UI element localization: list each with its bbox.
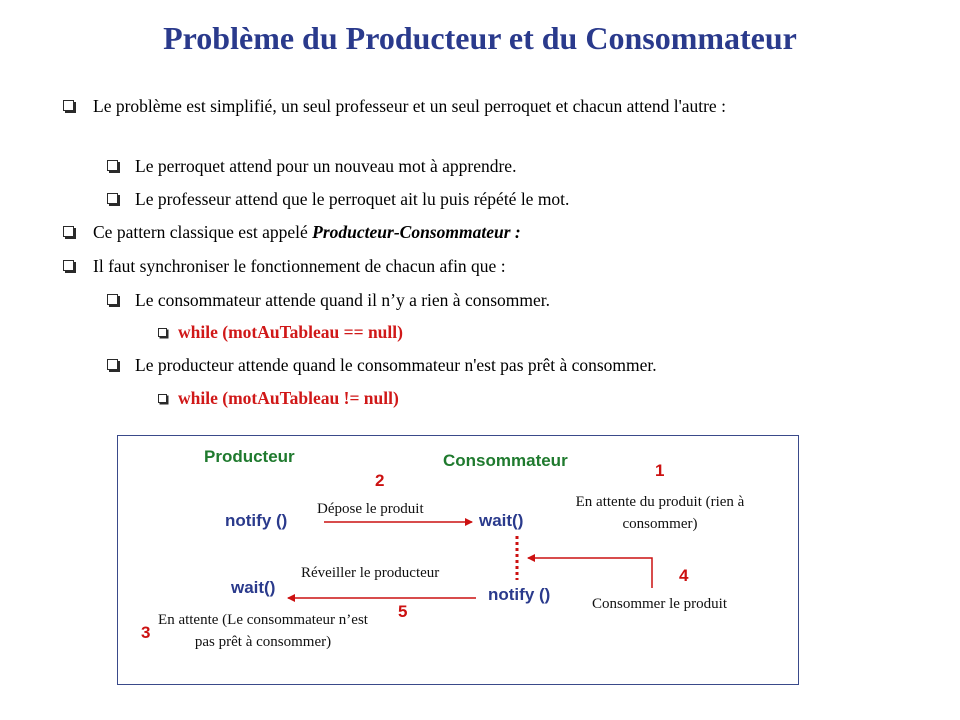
wake-producer-label: Réveiller le producteur [301, 565, 440, 581]
consumer-header: Consommateur [443, 451, 568, 470]
bullet-text: Le professeur attend que le perroquet ait lu puis répété le mot. [135, 189, 570, 209]
waiting-product-label: En attente du produit (rien à consommer) [575, 494, 745, 532]
pattern-name: Producteur-Consommateur : [312, 222, 521, 242]
deposit-label: Dépose le produit [317, 501, 424, 517]
bullet-text: Le consommateur attende quand il n’y a rien à consommer. [135, 290, 551, 310]
code-line: while (motAuTableau != null) [178, 388, 399, 408]
consume-product-label: Consommer le produit [592, 596, 727, 612]
step-number: 3 [141, 623, 151, 642]
checkbox-bullet-icon [107, 359, 118, 370]
code-bullet-item [158, 320, 878, 344]
bullet-text: Il faut synchroniser le fonctionnement de chacun afin que : [93, 256, 506, 276]
checkbox-bullet-icon [63, 226, 74, 237]
checkbox-bullet-icon [63, 260, 74, 271]
step-number: 4 [679, 566, 689, 585]
checkbox-bullet-icon [158, 328, 167, 337]
step-number: 1 [655, 461, 665, 480]
checkbox-bullet-icon [107, 193, 118, 204]
bullet-item [63, 220, 933, 244]
bullet-item [63, 254, 933, 278]
code-line: while (motAuTableau == null) [178, 322, 403, 342]
sub-bullet-item [107, 353, 915, 377]
producer-consumer-diagram [117, 435, 799, 685]
step-number: 5 [398, 602, 408, 621]
bullet-text: Le perroquet attend pour un nouveau mot à apprendre. [135, 156, 517, 176]
consumer-notify-call: notify () [488, 585, 551, 604]
sub-bullet-item [107, 288, 915, 312]
bullet-text: Ce pattern classique est appelé [93, 222, 313, 242]
step-number: 2 [375, 471, 385, 490]
checkbox-bullet-icon [107, 294, 118, 305]
producer-header: Producteur [204, 447, 295, 466]
bullet-item [63, 94, 933, 118]
waiting-consumer-label: En attente (Le consommateur n’est pas prêt à consommer) [158, 612, 368, 650]
checkbox-bullet-icon [107, 160, 118, 171]
producer-wait-call: wait() [231, 578, 276, 597]
code-bullet-item [158, 386, 878, 410]
bullet-text: Le problème est simplifié, un seul professeur et un seul perroquet et chacun attend l'autre : [93, 96, 726, 116]
checkbox-bullet-icon [63, 100, 74, 111]
bullet-text: Le producteur attende quand le consommateur n'est pas prêt à consommer. [135, 355, 657, 375]
consume-return-arrow [528, 558, 652, 588]
page-title: Problème du Producteur et du Consommateur [163, 20, 797, 56]
consumer-wait-call: wait() [479, 511, 524, 530]
sub-bullet-item [107, 187, 915, 211]
checkbox-bullet-icon [158, 394, 167, 403]
producer-notify-call: notify () [225, 511, 288, 530]
sub-bullet-item [107, 154, 915, 178]
